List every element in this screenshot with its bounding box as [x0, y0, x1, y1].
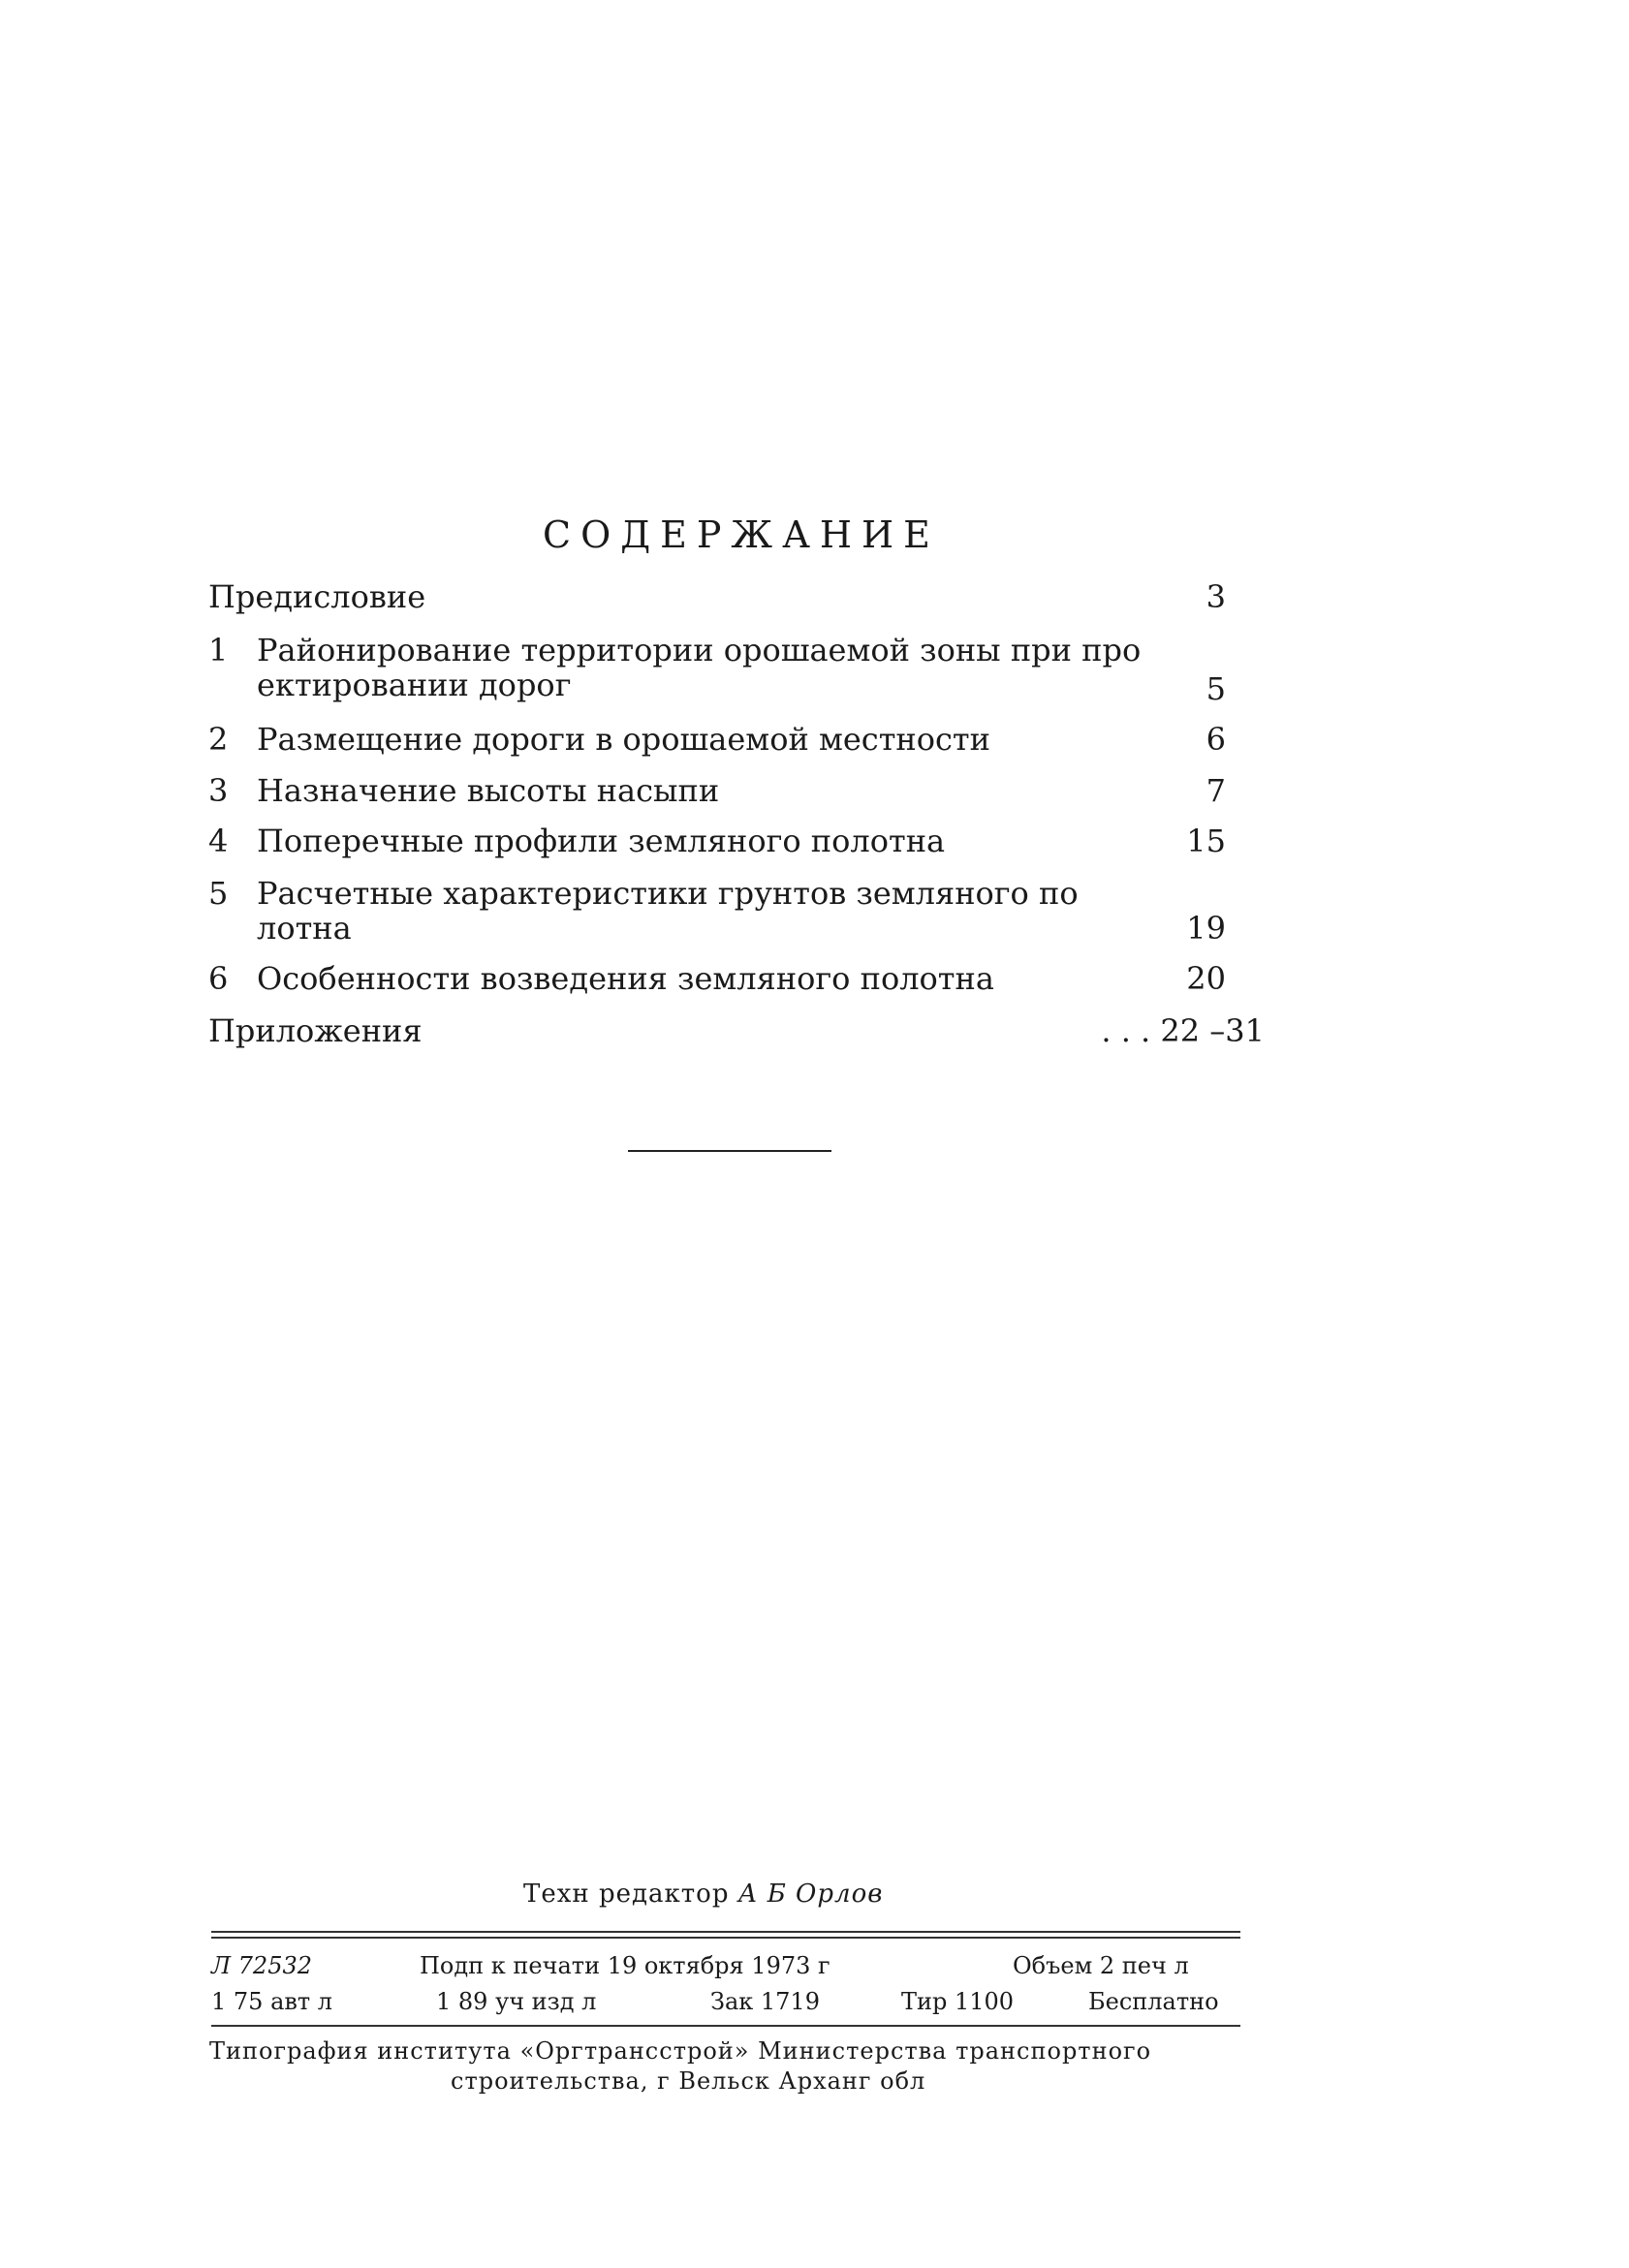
colophon-rule-bottom — [211, 2025, 1240, 2027]
order-number: Зак 1719 — [710, 1988, 820, 2015]
tech-editor-label: Техн редактор — [523, 1880, 730, 1909]
toc-item-label: Районирование территории орошаемой зоны при про — [257, 632, 1142, 668]
toc-item-page: 3 — [1206, 578, 1226, 615]
publisher-sheets: 1 89 уч изд л — [436, 1988, 597, 2015]
toc-item-number: 2 — [208, 721, 229, 758]
printer-line-1: Типография института «Оргтрансстрой» Министерства транспортного — [209, 2037, 1152, 2065]
toc-item-number: 1 — [208, 632, 229, 668]
toc-item-page: 20 — [1186, 960, 1226, 997]
tech-editor-line — [523, 1880, 883, 1909]
toc-item-label: Размещение дороги в орошаемой местности — [257, 721, 990, 758]
toc-item-label: Приложения — [208, 1012, 423, 1049]
signed-to-print: Подп к печати 19 октября 1973 г — [420, 1952, 830, 1979]
toc-title: СОДЕРЖАНИЕ — [543, 513, 940, 556]
toc-item-page: 19 — [1186, 910, 1226, 947]
toc-item-number: 6 — [208, 960, 229, 997]
toc-item-label: Предисловие — [208, 578, 426, 615]
toc-item-label: Особенности возведения земляного полотна — [257, 960, 994, 997]
toc-item-page: 6 — [1206, 721, 1226, 758]
toc-item-label: Поперечные профили земляного полотна — [257, 823, 946, 859]
license-number: Л 72532 — [211, 1952, 313, 1979]
author-sheets: 1 75 авт л — [211, 1988, 333, 2015]
toc-item-number: 4 — [208, 823, 229, 859]
toc-item-label-continued: лотна — [257, 910, 352, 947]
toc-item-label: Расчетные характеристики грунтов земляного по — [257, 875, 1079, 912]
toc-item-page: 7 — [1206, 772, 1226, 809]
toc-item-number: 3 — [208, 772, 229, 809]
colophon-rule-top-2 — [211, 1937, 1240, 1939]
tech-editor-name: А Б Орлов — [737, 1880, 884, 1909]
toc-item-page: 5 — [1206, 670, 1226, 707]
toc-item-page: 15 — [1186, 823, 1226, 859]
toc-item-label: Назначение высоты насыпи — [257, 772, 720, 809]
toc-item-number: 5 — [208, 875, 229, 912]
section-divider — [628, 1150, 831, 1152]
toc-item-page: . . . 22 –31 — [1101, 1012, 1265, 1049]
price: Бесплатно — [1088, 1988, 1219, 2015]
volume: Объем 2 печ л — [1013, 1952, 1189, 1979]
colophon-rule-top — [211, 1931, 1240, 1933]
printer-line-2: строительства, г Вельск Арханг обл — [451, 2067, 926, 2095]
toc-item-label-continued: ектировании дорог — [257, 667, 572, 703]
print-run: Тир 1100 — [901, 1988, 1015, 2015]
